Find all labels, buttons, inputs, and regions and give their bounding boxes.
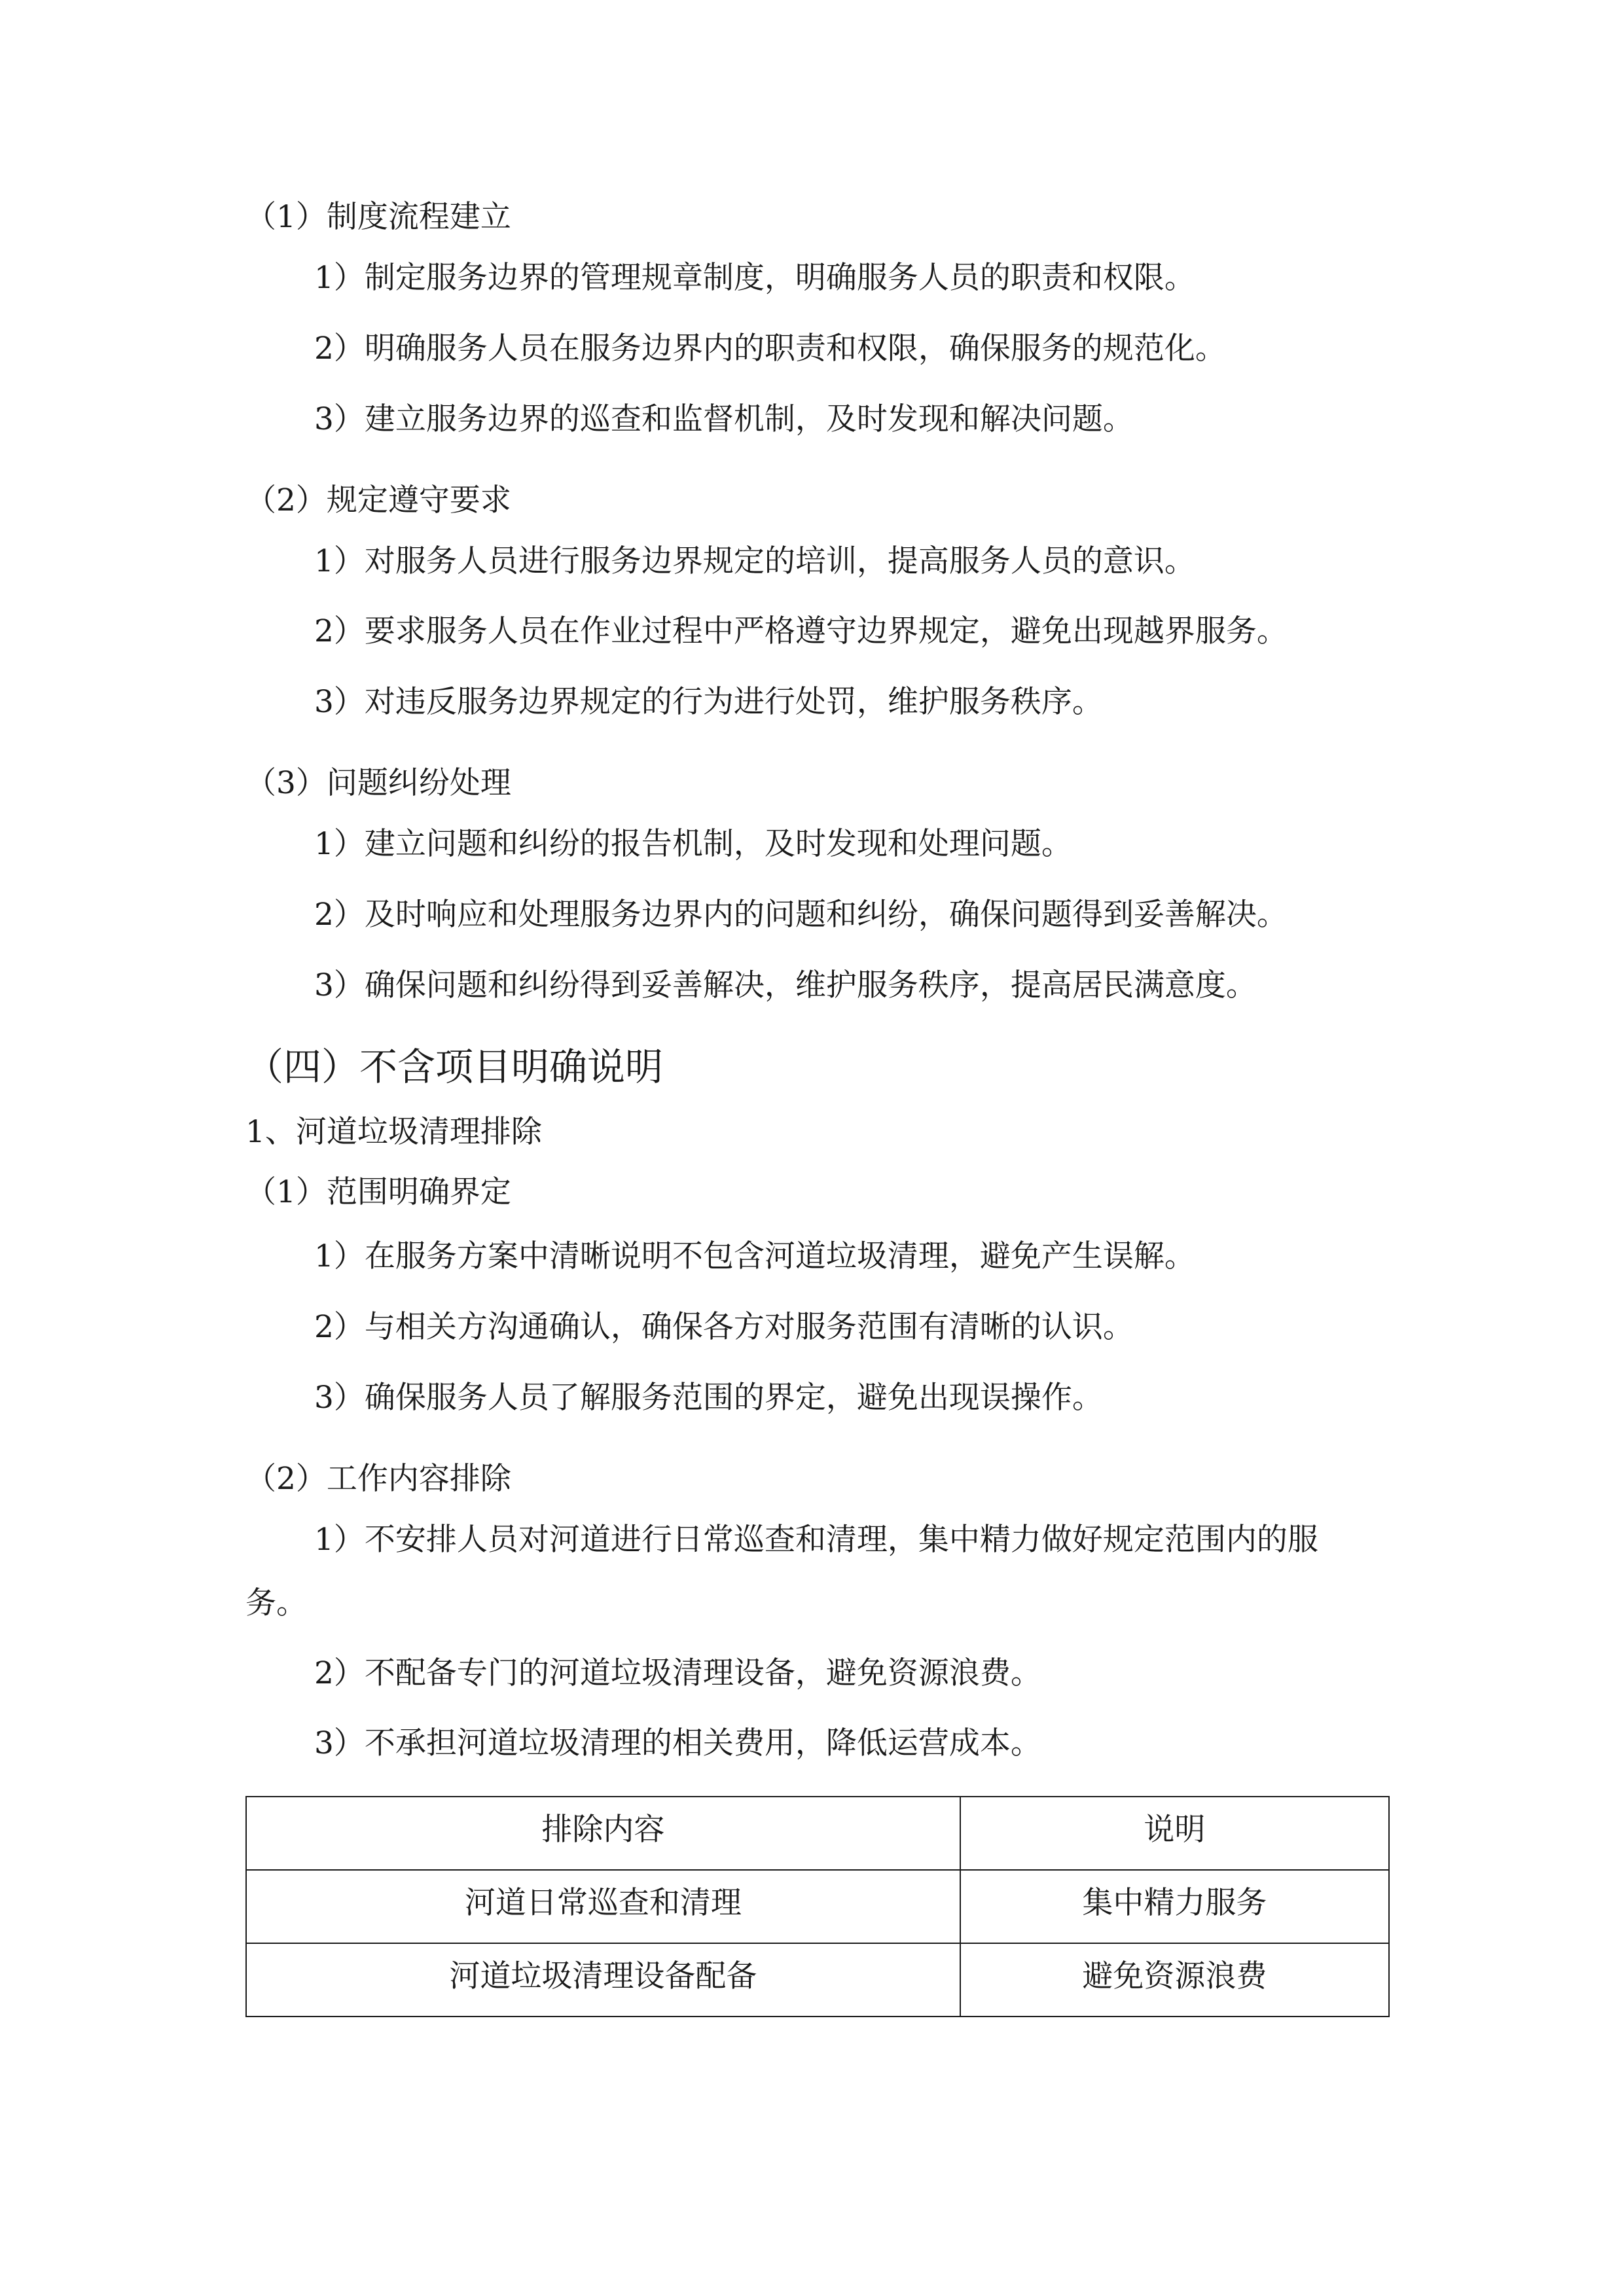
section-2-item-3: 3）对违反服务边界规定的行为进行处罚，维护服务秩序。: [314, 684, 1103, 720]
table-header-row: [246, 1797, 1389, 1870]
section-1-item-3: 3）建立服务边界的巡查和监督机制，及时发现和解决问题。: [314, 401, 1134, 437]
chapter-subtitle: 1、河道垃圾清理排除: [245, 1114, 542, 1150]
section-3-item-3: 3）确保问题和纠纷得到妥善解决，维护服务秩序，提高居民满意度。: [314, 967, 1257, 1003]
chapter-title: （四）不含项目明确说明: [245, 1045, 664, 1089]
part-2-item-1-line-2: 务。: [245, 1585, 307, 1621]
part-2-item-3: 3）不承担河道垃圾清理的相关费用，降低运营成本。: [314, 1725, 1041, 1761]
part-1-item-2: 2）与相关方沟通确认，确保各方对服务范围有清晰的认识。: [314, 1309, 1134, 1345]
table-header-cell: 说明: [960, 1797, 1389, 1870]
section-heading-1: （1）制度流程建立: [245, 199, 511, 235]
part-1-item-3: 3）确保服务人员了解服务范围的界定，避免出现误操作。: [314, 1380, 1103, 1416]
section-heading-3: （3）问题纠纷处理: [245, 765, 511, 801]
table-cell: 避免资源浪费: [960, 1943, 1389, 2017]
section-1-item-2: 2）明确服务人员在服务边界内的职责和权限，确保服务的规范化。: [314, 331, 1226, 367]
section-2-item-2: 2）要求服务人员在作业过程中严格遵守边界规定，避免出现越界服务。: [314, 613, 1288, 649]
part-heading-1: （1）范围明确界定: [245, 1174, 511, 1210]
section-3-item-2: 2）及时响应和处理服务边界内的问题和纠纷，确保问题得到妥善解决。: [314, 897, 1288, 933]
part-2-item-1-line-1: 1）不安排人员对河道进行日常巡查和清理，集中精力做好规定范围内的服: [314, 1522, 1318, 1558]
part-2-item-2: 2）不配备专门的河道垃圾清理设备，避免资源浪费。: [314, 1655, 1041, 1691]
table-cell: 集中精力服务: [960, 1870, 1389, 1943]
part-heading-2: （2）工作内容排除: [245, 1461, 511, 1497]
exclusion-table: [245, 1796, 1390, 2017]
section-3-item-1: 1）建立问题和纠纷的报告机制，及时发现和处理问题。: [314, 826, 1072, 862]
part-1-item-1: 1）在服务方案中清晰说明不包含河道垃圾清理，避免产生误解。: [314, 1238, 1195, 1274]
section-heading-2: （2）规定遵守要求: [245, 482, 511, 518]
section-1-item-1: 1）制定服务边界的管理规章制度，明确服务人员的职责和权限。: [314, 260, 1195, 296]
table-row: [246, 1870, 1389, 1943]
table-cell: 河道日常巡查和清理: [246, 1870, 960, 1943]
table-row: [246, 1943, 1389, 2017]
section-2-item-1: 1）对服务人员进行服务边界规定的培训，提高服务人员的意识。: [314, 543, 1195, 579]
table-cell: 河道垃圾清理设备配备: [246, 1943, 960, 2017]
table-header-cell: 排除内容: [246, 1797, 960, 1870]
